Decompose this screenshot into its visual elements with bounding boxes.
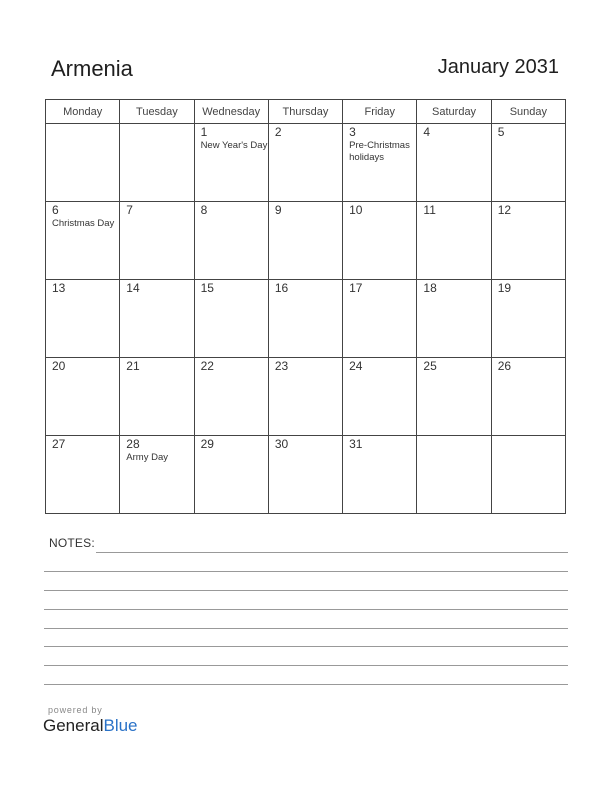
day-cell xyxy=(46,280,120,358)
day-cell xyxy=(417,202,491,280)
calendar-grid xyxy=(45,99,566,514)
day-number: 30 xyxy=(274,437,289,451)
holiday-label: Army Day xyxy=(126,452,168,463)
holiday-label: New Year's Day xyxy=(200,140,268,151)
day-number: 5 xyxy=(497,125,505,139)
day-cell xyxy=(194,436,268,514)
day-cell xyxy=(268,202,342,280)
day-number: 4 xyxy=(423,125,431,139)
notes-line xyxy=(44,590,568,591)
day-number: 15 xyxy=(200,281,214,295)
day-number: 14 xyxy=(126,281,140,295)
day-number: 1 xyxy=(200,125,208,139)
weekday-header: Tuesday xyxy=(120,100,194,124)
day-number: 11 xyxy=(423,203,436,217)
weekday-header: Sunday xyxy=(491,100,565,124)
weekday-header: Monday xyxy=(46,100,120,124)
day-number: 23 xyxy=(274,359,289,373)
day-number: 18 xyxy=(423,281,437,295)
day-cell xyxy=(343,124,417,202)
day-number: 25 xyxy=(423,359,437,373)
weekday-header: Wednesday xyxy=(194,100,268,124)
day-cell xyxy=(120,358,194,436)
week-row xyxy=(46,124,566,202)
day-number: 10 xyxy=(349,203,363,217)
day-cell xyxy=(417,280,491,358)
week-row xyxy=(46,358,566,436)
day-number: 21 xyxy=(126,359,140,373)
day-cell xyxy=(120,202,194,280)
day-cell xyxy=(343,280,417,358)
day-cell xyxy=(46,202,120,280)
notes-line xyxy=(96,552,568,553)
day-cell xyxy=(491,436,565,514)
brand-blue: Blue xyxy=(103,716,138,735)
holiday-label: Pre-Christmas holidays xyxy=(349,140,410,163)
day-cell xyxy=(194,358,268,436)
country-title: Armenia xyxy=(51,56,133,81)
day-number: 6 xyxy=(52,203,59,217)
day-cell xyxy=(491,358,565,436)
generalblue-logo[interactable] xyxy=(43,716,138,736)
month-title: January 2031 xyxy=(437,56,559,78)
holiday-label: Christmas Day xyxy=(52,218,115,229)
day-number: 24 xyxy=(349,359,363,373)
day-number: 17 xyxy=(349,281,363,295)
day-number: 29 xyxy=(200,437,214,451)
day-number: 26 xyxy=(497,359,512,373)
day-cell xyxy=(194,280,268,358)
brand-general: General xyxy=(43,716,104,735)
weekday-header-row xyxy=(46,100,566,124)
day-number: 22 xyxy=(200,359,214,373)
day-cell xyxy=(491,280,565,358)
day-cell xyxy=(46,358,120,436)
day-cell xyxy=(268,280,342,358)
week-row xyxy=(46,280,566,358)
day-cell xyxy=(120,436,194,514)
day-cell xyxy=(343,202,417,280)
day-number: 27 xyxy=(52,437,66,451)
notes-line xyxy=(44,665,568,666)
day-cell xyxy=(120,124,194,202)
day-cell xyxy=(46,436,120,514)
powered-by-text: powered by xyxy=(48,705,103,715)
day-number: 8 xyxy=(200,203,208,217)
day-cell xyxy=(194,202,268,280)
day-cell xyxy=(491,124,565,202)
week-row xyxy=(46,202,566,280)
day-cell xyxy=(268,358,342,436)
day-cell xyxy=(417,124,491,202)
day-number: 28 xyxy=(126,437,140,451)
notes-line xyxy=(44,609,568,610)
day-cell xyxy=(343,358,417,436)
day-number: 16 xyxy=(274,281,289,295)
day-number: 31 xyxy=(349,437,363,451)
day-cell xyxy=(268,124,342,202)
day-number: 19 xyxy=(497,281,512,295)
day-cell xyxy=(417,436,491,514)
weekday-header: Saturday xyxy=(417,100,491,124)
day-cell xyxy=(194,124,268,202)
weekday-header: Thursday xyxy=(268,100,342,124)
day-cell xyxy=(417,358,491,436)
week-row xyxy=(46,436,566,514)
day-cell xyxy=(120,280,194,358)
day-number: 13 xyxy=(52,281,66,295)
notes-line xyxy=(44,684,568,685)
notes-label: NOTES: xyxy=(49,536,95,550)
notes-line xyxy=(44,628,568,629)
weekday-header: Friday xyxy=(343,100,417,124)
day-cell xyxy=(491,202,565,280)
day-cell xyxy=(343,436,417,514)
day-number: 9 xyxy=(274,203,282,217)
day-number: 12 xyxy=(497,203,512,217)
day-number: 7 xyxy=(126,203,133,217)
day-cell xyxy=(268,436,342,514)
day-number: 3 xyxy=(349,125,356,139)
day-number: 20 xyxy=(52,359,66,373)
notes-line xyxy=(44,646,568,647)
day-number: 2 xyxy=(274,125,282,139)
day-cell xyxy=(46,124,120,202)
notes-line xyxy=(44,571,568,572)
